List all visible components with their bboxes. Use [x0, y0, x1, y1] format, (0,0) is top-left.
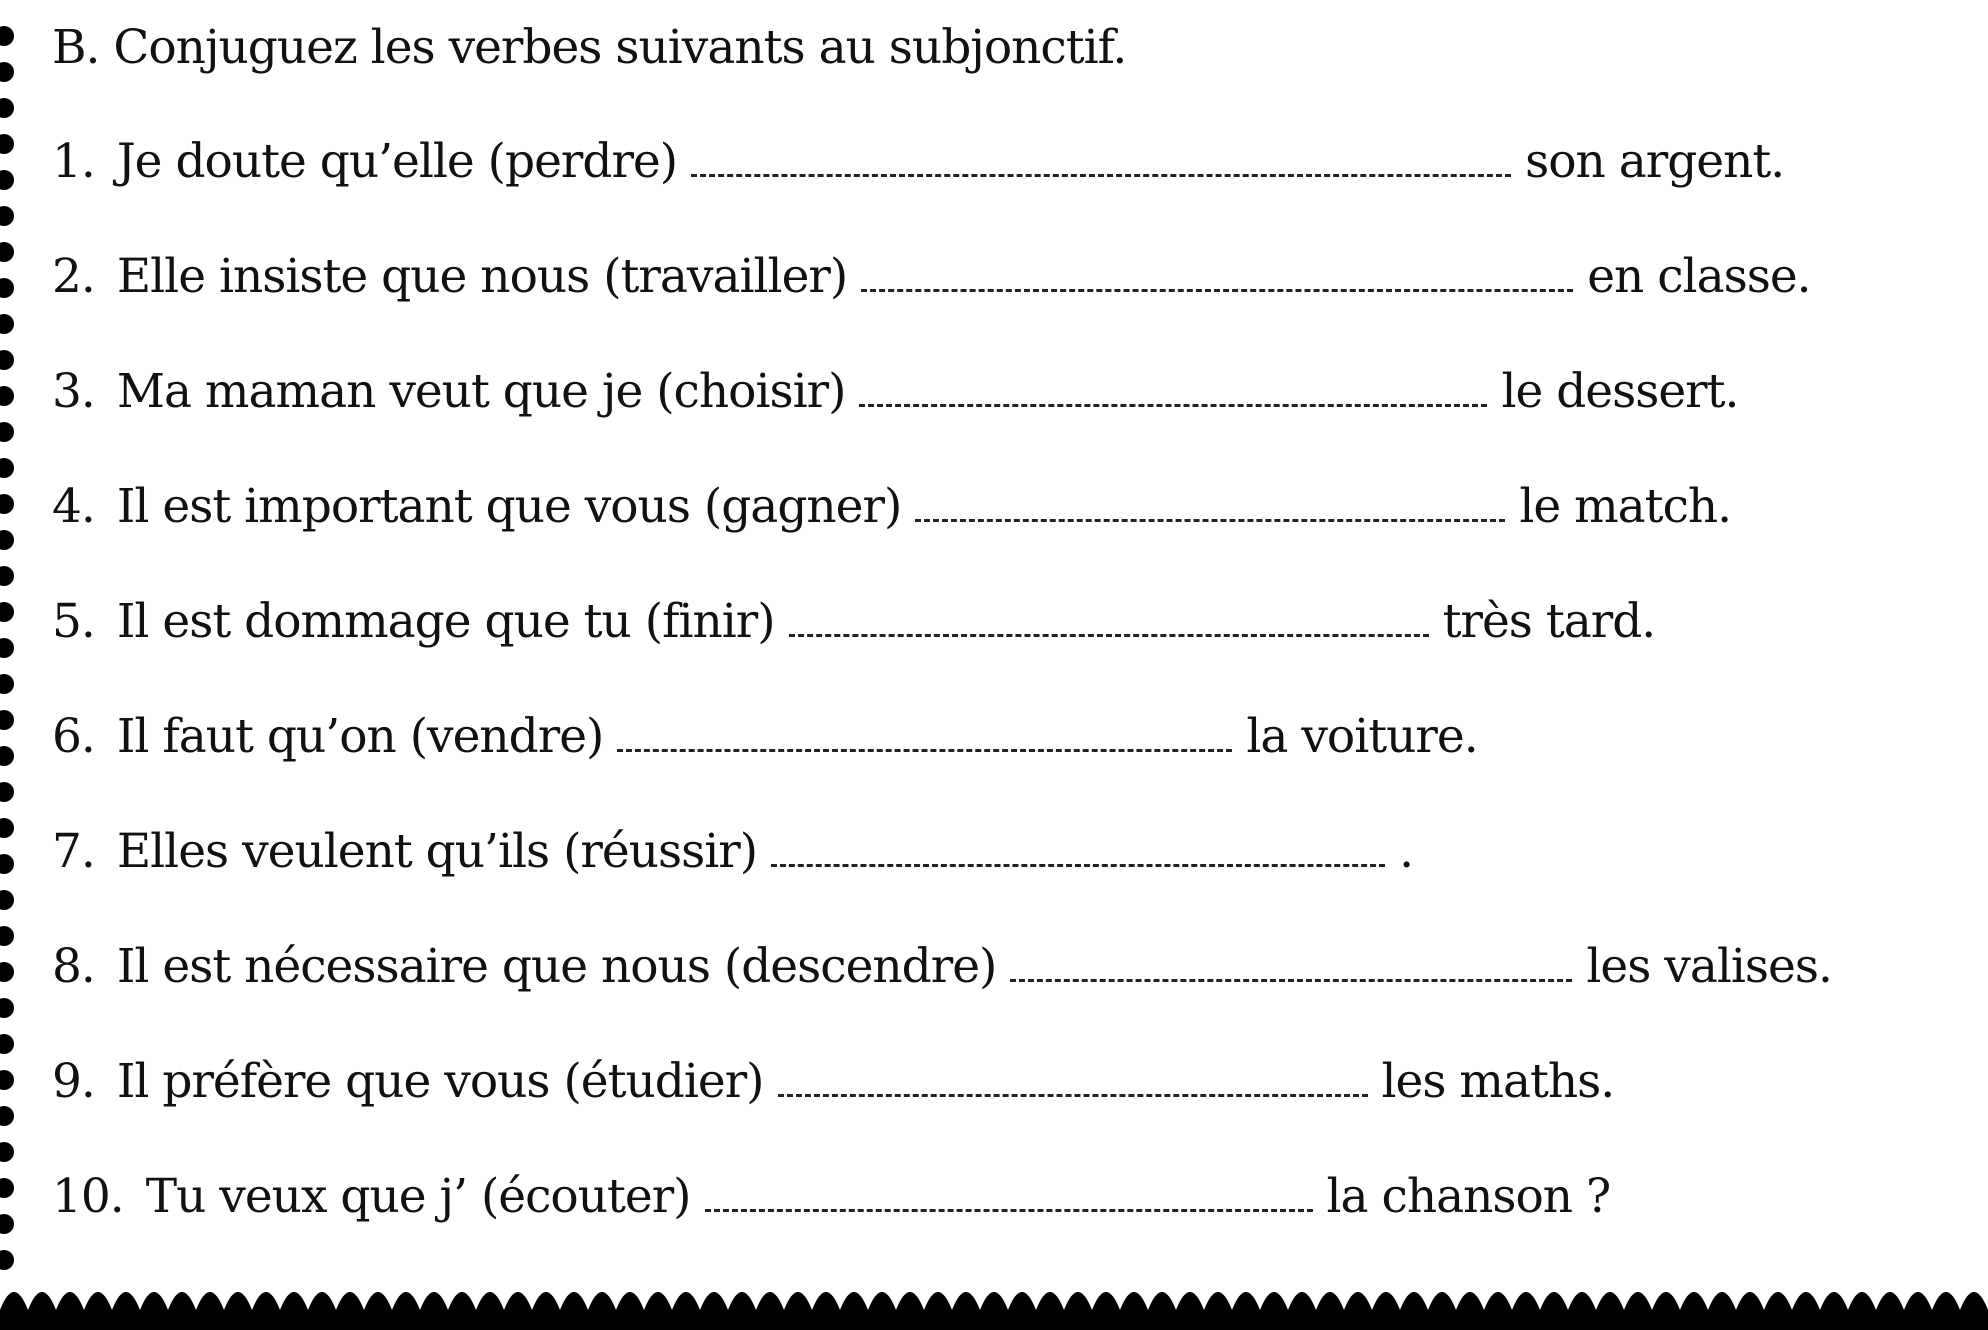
exercise-number: 3. — [52, 364, 95, 419]
exercise-prompt: Ma maman veut que je (choisir) — [116, 364, 846, 419]
exercise-number: 9. — [52, 1054, 95, 1109]
exercise-prompt: Je doute qu’elle (perdre) — [116, 134, 678, 189]
answer-blank[interactable] — [789, 624, 1429, 637]
exercise-number: 2. — [52, 249, 95, 304]
exercise-ending: en classe. — [1587, 249, 1811, 304]
exercise-prompt: Il est important que vous (gagner) — [116, 479, 902, 534]
answer-blank[interactable] — [778, 1084, 1368, 1097]
exercise-number: 10. — [52, 1169, 124, 1224]
exercise-ending: le dessert. — [1501, 364, 1739, 419]
answer-blank[interactable] — [617, 739, 1232, 752]
exercise-item — [52, 1161, 1952, 1276]
exercise-prompt: Tu veux que j’ (écouter) — [145, 1169, 691, 1224]
answer-blank[interactable] — [771, 854, 1385, 867]
exercise-item — [52, 586, 1952, 701]
exercise-ending: . — [1399, 824, 1414, 879]
exercise-number: 4. — [52, 479, 95, 534]
exercise-prompt: Il faut qu’on (vendre) — [116, 709, 604, 764]
exercise-heading: B. Conjuguez les verbes suivants au subjonctif. — [52, 20, 1127, 75]
answer-blank[interactable] — [705, 1199, 1313, 1212]
exercise-item — [52, 931, 1952, 1046]
answer-blank[interactable] — [861, 279, 1573, 292]
exercise-item — [52, 356, 1952, 471]
answer-blank[interactable] — [691, 164, 1511, 177]
exercise-item — [52, 471, 1952, 586]
bottom-scalloped-border — [0, 1282, 1988, 1330]
exercise-number: 8. — [52, 939, 95, 994]
exercise-ending: son argent. — [1525, 134, 1785, 189]
exercise-ending: la voiture. — [1246, 709, 1478, 764]
exercise-prompt: Il est dommage que tu (finir) — [116, 594, 775, 649]
exercise-number: 6. — [52, 709, 95, 764]
answer-blank[interactable] — [1010, 969, 1572, 982]
exercise-item — [52, 816, 1952, 931]
exercise-ending: la chanson ? — [1326, 1169, 1611, 1224]
exercise-prompt: Elle insiste que nous (travailler) — [116, 249, 848, 304]
exercise-prompt: Elles veulent qu’ils (réussir) — [116, 824, 758, 879]
exercise-list — [52, 126, 1952, 1276]
exercise-number: 7. — [52, 824, 95, 879]
exercise-prompt: Il est nécessaire que nous (descendre) — [116, 939, 997, 994]
exercise-number: 1. — [52, 134, 95, 189]
answer-blank[interactable] — [859, 394, 1487, 407]
exercise-prompt: Il préfère que vous (étudier) — [116, 1054, 764, 1109]
answer-blank[interactable] — [915, 509, 1505, 522]
exercise-item — [52, 126, 1952, 241]
worksheet — [52, 12, 1952, 1276]
exercise-number: 5. — [52, 594, 95, 649]
exercise-ending: les maths. — [1381, 1054, 1615, 1109]
left-scalloped-border — [0, 0, 22, 1280]
exercise-item — [52, 701, 1952, 816]
exercise-item — [52, 1046, 1952, 1161]
exercise-item — [52, 241, 1952, 356]
exercise-ending: le match. — [1519, 479, 1732, 534]
exercise-ending: très tard. — [1442, 594, 1656, 649]
exercise-ending: les valises. — [1586, 939, 1832, 994]
